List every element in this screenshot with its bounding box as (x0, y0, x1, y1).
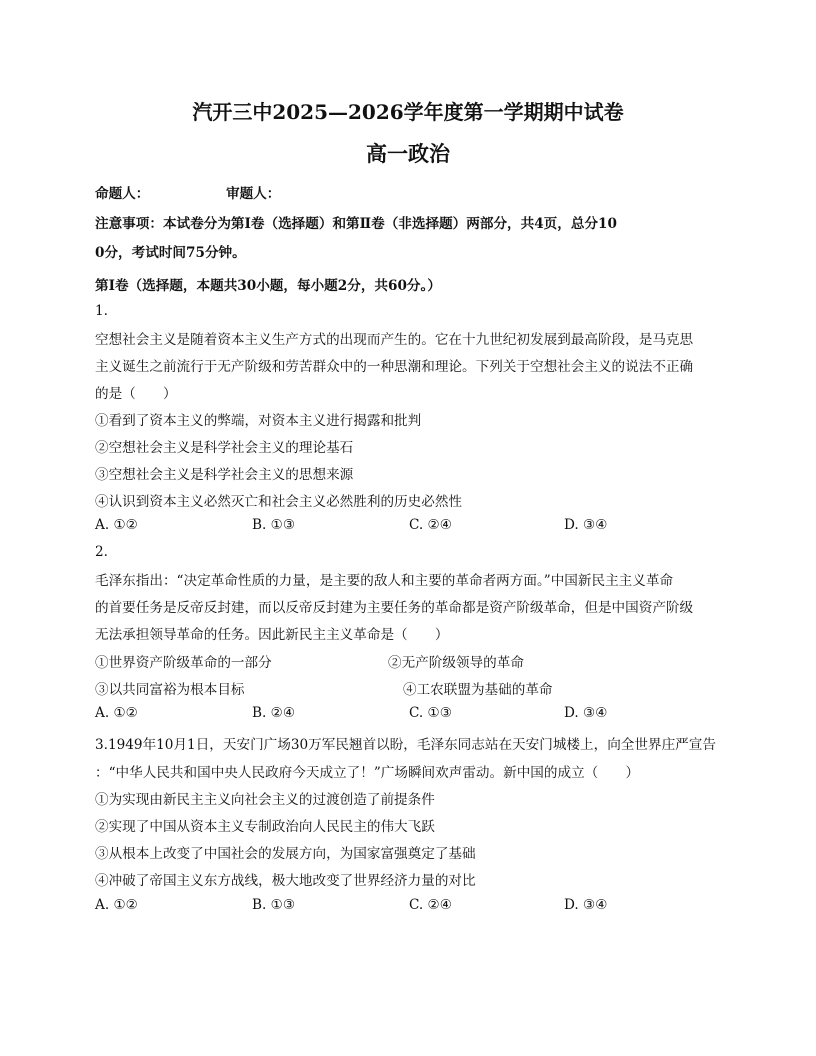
q2-statement-3: ③以共同富裕为根本目标 (95, 682, 245, 698)
author-label: 命题人： (95, 186, 150, 202)
notice-line-1: 注意事项：本试卷分为第Ⅰ卷（选择题）和第Ⅱ卷（非选择题）两部分，共4页，总分10 (95, 216, 617, 232)
q1-statement-4: ④认识到资本主义必然灭亡和社会主义必然胜利的历史必然性 (95, 494, 463, 510)
q3-option-a: A. ①② (95, 897, 138, 913)
q3-option-c: C. ②④ (409, 897, 452, 913)
q3-statement-4: ④冲破了帝国主义东方战线，极大地改变了世界经济力量的对比 (95, 873, 476, 889)
q3-option-d: D. ③④ (564, 897, 608, 913)
q2-option-c: C. ①③ (409, 705, 452, 721)
q2-number: 2. (95, 544, 108, 560)
q2-statement-1: ①世界资产阶级革命的一部分 (95, 655, 272, 671)
q1-number: 1. (95, 303, 108, 319)
section-heading: 第Ⅰ卷（选择题，本题共30小题，每小题2分，共60分。） (95, 278, 441, 294)
q2-statement-2: ②无产阶级领导的革命 (388, 655, 524, 671)
q1-stem-line-2: 主义诞生之前流行于无产阶级和劳苦群众中的一种思潮和理论。下列关于空想社会主义的说法不正确 (95, 359, 694, 375)
q2-statement-4: ④工农联盟为基础的革命 (403, 682, 553, 698)
q1-option-d: D. ③④ (564, 517, 608, 533)
q1-option-a: A. ①② (95, 517, 138, 533)
reviewer-label: 审题人： (226, 186, 281, 202)
q2-stem-line-1: 毛泽东指出：“决定革命性质的力量，是主要的敌人和主要的革命者两方面。”中国新民主主义革命 (95, 573, 674, 589)
q2-option-b: B. ②④ (252, 705, 296, 721)
q2-stem-line-2: 的首要任务是反帝反封建，而以反帝反封建为主要任务的革命都是资产阶级革命，但是中国资产阶级 (95, 600, 694, 616)
notice-line-2: 0分，考试时间75分钟。 (95, 245, 246, 261)
q1-stem-line-3: 的是（ ） (95, 386, 177, 402)
q2-option-a: A. ①② (95, 705, 138, 721)
q3-stem-line-1: 3.1949年10月1日，天安门广场30万军民翘首以盼，毛泽东同志站在天安门城楼上，向全世界庄严宣告 (95, 737, 716, 753)
q1-option-c: C. ②④ (409, 517, 452, 533)
q3-stem-line-2: ：“中华人民共和国中央人民政府今天成立了！”广场瞬间欢声雷动。新中国的成立（ ） (95, 765, 640, 781)
q2-stem-line-3: 无法承担领导革命的任务。因此新民主主义革命是（ ） (95, 627, 449, 643)
q3-statement-2: ②实现了中国从资本主义专制政治向人民民主的伟大飞跃 (95, 819, 435, 835)
exam-title: 汽开三中2025—2026学年度第一学期期中试卷 (192, 100, 624, 124)
q1-option-b: B. ①③ (252, 517, 296, 533)
q1-statement-3: ③空想社会主义是科学社会主义的思想来源 (95, 467, 354, 483)
q1-stem-line-1: 空想社会主义是随着资本主义生产方式的出现而产生的。它在十九世纪初发展到最高阶段，是马克思 (95, 332, 694, 348)
q1-statement-1: ①看到了资本主义的弊端，对资本主义进行揭露和批判 (95, 413, 422, 429)
q1-statement-2: ②空想社会主义是科学社会主义的理论基石 (95, 440, 354, 456)
exam-subtitle: 高一政治 (366, 141, 450, 166)
q2-option-d: D. ③④ (564, 705, 608, 721)
q3-statement-3: ③从根本上改变了中国社会的发展方向，为国家富强奠定了基础 (95, 846, 476, 862)
q3-option-b: B. ①③ (252, 897, 296, 913)
q3-statement-1: ①为实现由新民主主义向社会主义的过渡创造了前提条件 (95, 792, 435, 808)
